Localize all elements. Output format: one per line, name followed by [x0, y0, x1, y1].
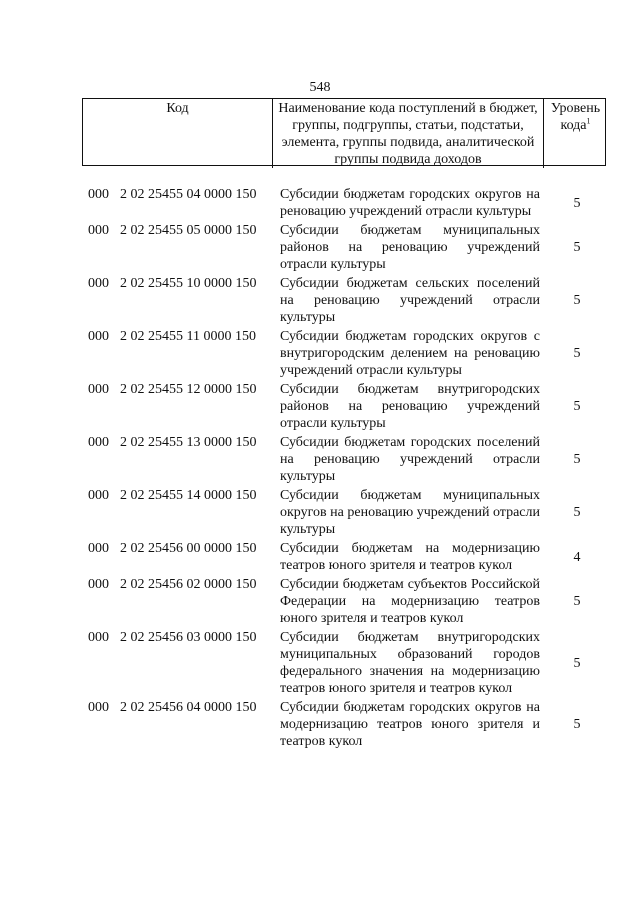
admin-code: 000 — [88, 435, 109, 450]
table-row — [82, 328, 606, 379]
admin-code: 000 — [88, 541, 109, 556]
admin-code: 000 — [88, 276, 109, 291]
revenue-code: 2 02 25456 03 0000 150 — [120, 630, 257, 645]
header-level-footnote: 1 — [586, 116, 591, 126]
table-row — [82, 186, 606, 220]
table-row — [82, 576, 606, 627]
revenue-name: Субсидии бюджетам муниципальных районов на реновацию учреждений отрасли культуры — [280, 223, 540, 272]
revenue-code: 2 02 25455 05 0000 150 — [120, 223, 257, 238]
admin-code: 000 — [88, 488, 109, 503]
admin-code: 000 — [88, 382, 109, 397]
revenue-name: Субсидии бюджетам городских округов на реновацию учреждений отрасли культуры — [280, 187, 540, 219]
code-level: 5 — [573, 717, 581, 732]
revenue-code: 2 02 25455 10 0000 150 — [120, 276, 257, 291]
revenue-name: Субсидии бюджетам внутригородских районов на реновацию учреждений отрасли культуры — [280, 382, 540, 431]
code-level: 5 — [573, 452, 581, 467]
revenue-name: Субсидии бюджетам городских округов на модернизацию театров юного зрителя и театров кукол — [280, 700, 540, 749]
admin-code: 000 — [88, 329, 109, 344]
code-level: 5 — [573, 594, 581, 609]
code-level: 5 — [573, 240, 581, 255]
code-level: 5 — [573, 293, 581, 308]
revenue-code: 2 02 25455 11 0000 150 — [120, 329, 256, 344]
revenue-name: Субсидии бюджетам городских поселений на реновацию учреждений отрасли культуры — [280, 435, 540, 484]
table-row — [82, 434, 606, 485]
revenue-code: 2 02 25456 00 0000 150 — [120, 541, 257, 556]
header-code: Код — [166, 101, 189, 116]
revenue-name: Субсидии бюджетам муниципальных округов на реновацию учреждений отрасли культуры — [280, 488, 540, 537]
code-level: 5 — [573, 399, 581, 414]
revenue-name: Субсидии бюджетам внутригородских муниципальных образований городов федерального значения на модернизацию театров юного зрителя и театров кукол — [280, 630, 540, 696]
revenue-code: 2 02 25456 04 0000 150 — [120, 700, 257, 715]
page-number: 548 — [309, 80, 331, 95]
admin-code: 000 — [88, 700, 109, 715]
revenue-code: 2 02 25455 13 0000 150 — [120, 435, 257, 450]
revenue-code: 2 02 25455 04 0000 150 — [120, 187, 257, 202]
code-level: 5 — [573, 505, 581, 520]
table-row — [82, 275, 606, 326]
table-body — [82, 186, 606, 752]
revenue-name: Субсидии бюджетам субъектов Российской Федерации на модернизацию театров юного зрителя и театров кукол — [280, 577, 540, 626]
admin-code: 000 — [88, 630, 109, 645]
revenue-code: 2 02 25456 02 0000 150 — [120, 577, 257, 592]
table-row — [82, 222, 606, 273]
admin-code: 000 — [88, 187, 109, 202]
code-level: 5 — [573, 346, 581, 361]
admin-code: 000 — [88, 223, 109, 238]
revenue-name: Субсидии бюджетам городских округов с внутригородским делением на реновацию учреждений отрасли культуры — [280, 329, 540, 378]
header-name: Наименование кода поступлений в бюджет, группы, подгруппы, статьи, подстатьи, элемента, группы подвида, аналитической группы подвида доходов — [272, 99, 544, 168]
table-row — [82, 629, 606, 697]
code-level: 4 — [573, 549, 581, 565]
code-level: 5 — [573, 195, 581, 211]
admin-code: 000 — [88, 577, 109, 592]
revenue-code: 2 02 25455 14 0000 150 — [120, 488, 257, 503]
table-row — [82, 381, 606, 432]
header-level-label: Уровень кода — [550, 101, 601, 133]
header-level — [544, 99, 607, 168]
revenue-name: Субсидии бюджетам сельских поселений на реновацию учреждений отрасли культуры — [280, 276, 540, 325]
table-row — [82, 487, 606, 538]
revenue-code: 2 02 25455 12 0000 150 — [120, 382, 257, 397]
table-row — [82, 540, 606, 574]
table-header — [82, 98, 606, 166]
table-row — [82, 699, 606, 750]
revenue-name: Субсидии бюджетам на модернизацию театров юного зрителя и театров кукол — [280, 541, 540, 573]
code-level: 5 — [573, 655, 581, 671]
